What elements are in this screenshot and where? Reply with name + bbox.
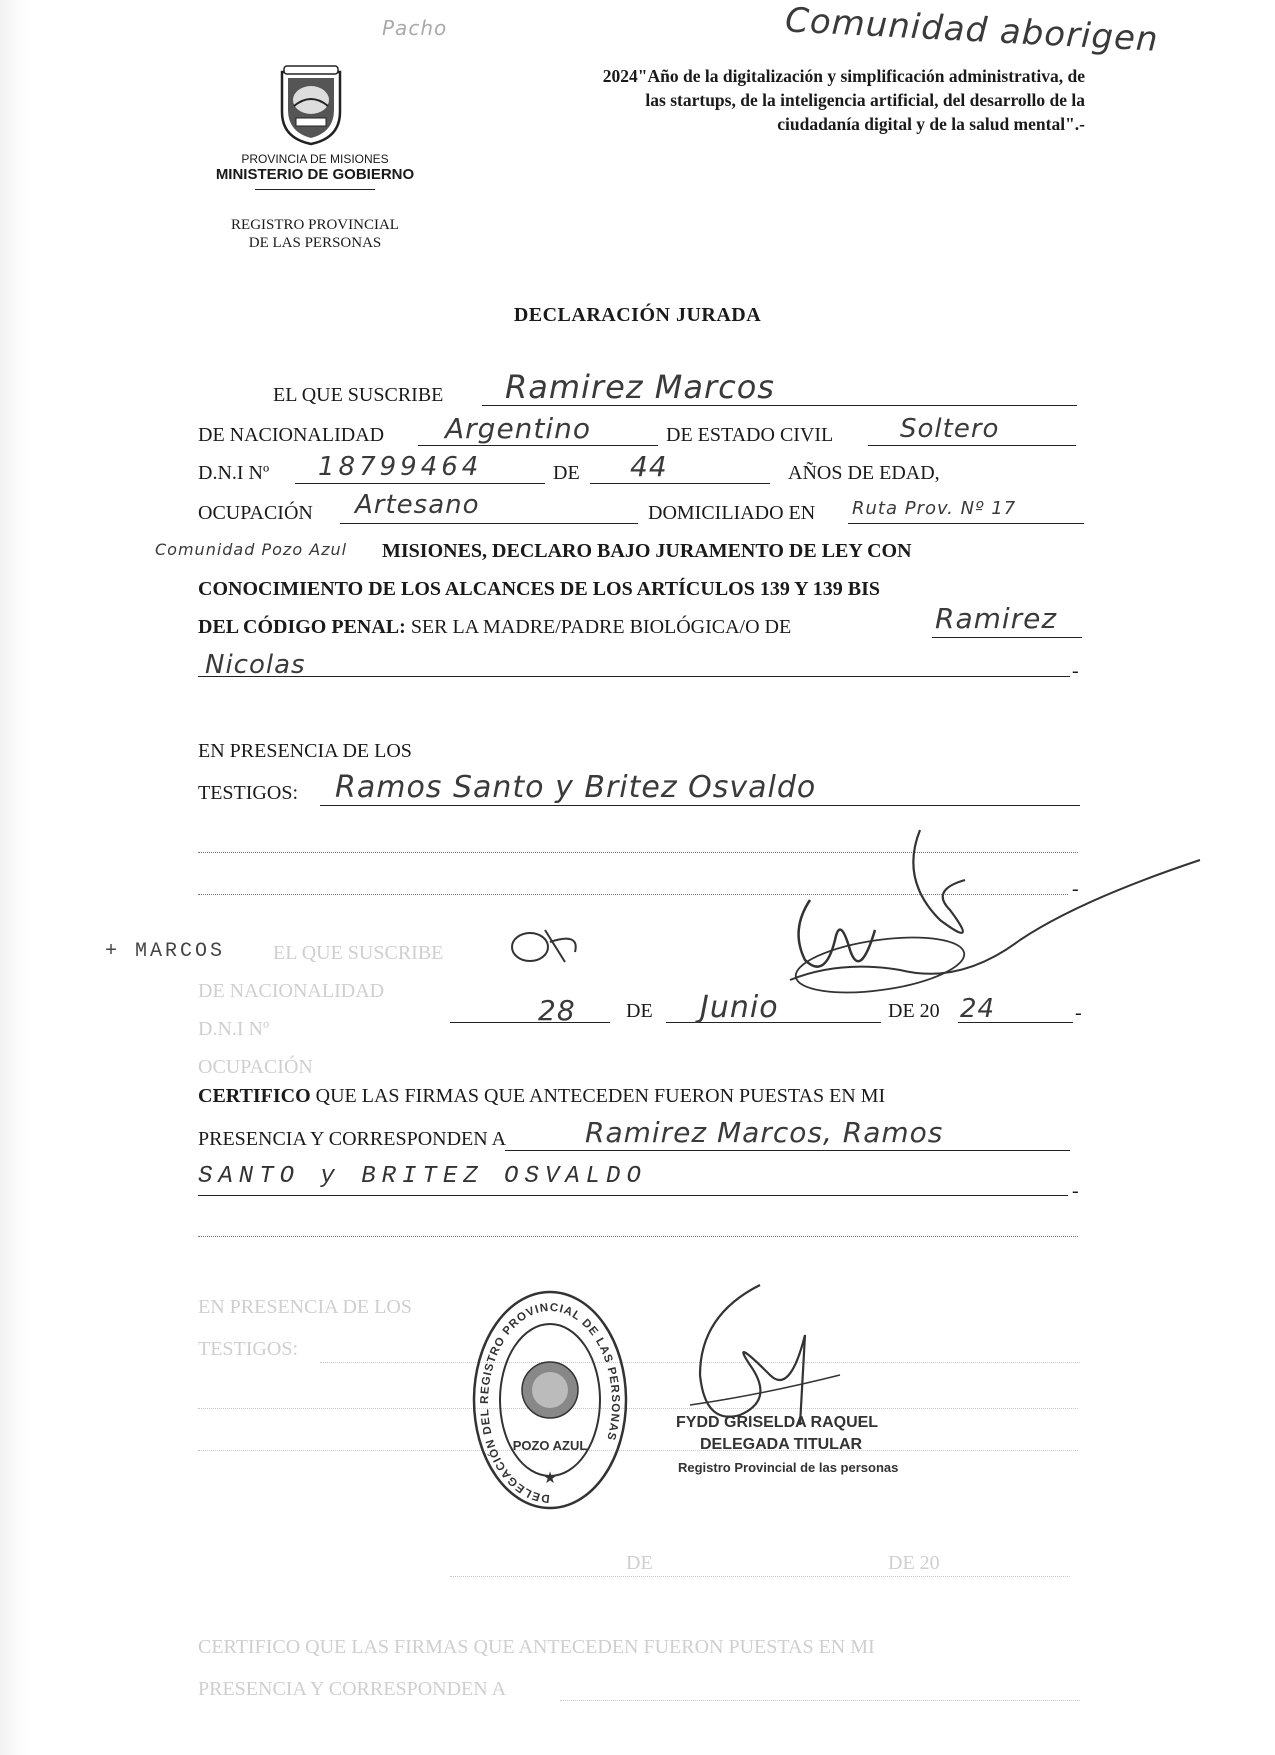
- ghost-dni: D.N.I Nº: [198, 1018, 270, 1040]
- ghost-certify: CERTIFICO QUE LAS FIRMAS QUE ANTECEDEN FUERON PUESTAS EN MI: [198, 1636, 875, 1658]
- label-biological-parent: SER LA MADRE/PADRE BIOLÓGICA/O DE: [410, 616, 792, 638]
- label-occupation: OCUPACIÓN: [198, 502, 313, 524]
- province-name: PROVINCIA DE MISIONES: [241, 152, 389, 166]
- field-witnesses: Ramos Santo y Britez Osvaldo: [335, 770, 817, 805]
- subscriber-signature: [780, 820, 1210, 1020]
- label-penal-code: DEL CÓDIGO PENAL:: [198, 616, 406, 638]
- stamp-inner-text: POZO AZUL: [512, 1438, 588, 1453]
- ghost-witness-1: EN PRESENCIA DE LOS: [198, 1296, 412, 1318]
- line-certified-2: [198, 1195, 1068, 1196]
- label-age-suffix: AÑOS DE EDAD,: [788, 462, 940, 484]
- line-occupation: [340, 523, 638, 524]
- registry-line-1: REGISTRO PROVINCIAL: [231, 217, 399, 233]
- label-certify-rest: QUE LAS FIRMAS QUE ANTECEDEN FUERON PUESTAS EN MI: [315, 1085, 886, 1107]
- official-signature: [680, 1275, 850, 1435]
- trailing-dot-2: -: [1072, 878, 1079, 900]
- year-motto: 2024"Año de la digitalización y simplificación administrativa, de las startups, de la inteligencia artificial, del desarrollo de la ciudadanía digital y de la salud mental".-: [602, 66, 1085, 134]
- line-civil-status: [868, 445, 1076, 446]
- ministry-name: MINISTERIO DE GOBIERNO: [215, 166, 415, 183]
- field-child-part2: Nicolas: [205, 650, 306, 680]
- line-dni: [295, 483, 545, 484]
- line-certified-1: [505, 1150, 1070, 1151]
- label-witness-2: TESTIGOS:: [198, 782, 298, 804]
- field-day: 28: [538, 994, 576, 1027]
- trailing-dot-3: -: [1075, 1002, 1082, 1024]
- initials-mark: [505, 922, 585, 967]
- line-domicile: [848, 523, 1084, 524]
- field-domicile: Ruta Prov. Nº 17: [852, 498, 1017, 519]
- signatory-org: Registro Provincial de las personas: [678, 1460, 899, 1475]
- line-nationality: [418, 445, 658, 446]
- field-certified-2: SANTO y BRITEZ OSVALDO: [198, 1163, 647, 1190]
- label-domicile: DOMICILIADO EN: [648, 502, 816, 524]
- label-date-de-1: DE: [626, 1000, 653, 1022]
- document-title: DECLARACIÓN JURADA: [513, 304, 762, 326]
- label-declaration-1: MISIONES, DECLARO BAJO JURAMENTO DE LEY CON: [382, 540, 912, 562]
- ghost-subscriber: EL QUE SUSCRIBE: [273, 942, 444, 964]
- field-civil-status: Soltero: [900, 414, 1000, 444]
- field-community: Comunidad Pozo Azul: [155, 540, 348, 559]
- field-occupation: Artesano: [355, 490, 480, 520]
- field-subscriber: Ramirez Marcos: [505, 368, 775, 406]
- trailing-dot-4: -: [1072, 1180, 1079, 1202]
- trailing-dot-1: -: [1072, 660, 1079, 682]
- line-certified-3: [198, 1236, 1078, 1237]
- line-child-1: [932, 637, 1082, 638]
- label-date-de-2: DE 20: [888, 1000, 940, 1022]
- field-dni: 18799464: [318, 452, 483, 482]
- field-year-suffix: 24: [960, 994, 996, 1024]
- ghost-nationality: DE NACIONALIDAD: [198, 980, 385, 1002]
- label-declaration-2: CONOCIMIENTO DE LOS ALCANCES DE LOS ARTÍCULOS 139 Y 139 BIS: [198, 578, 881, 600]
- ghost-line-certify: [560, 1700, 1080, 1701]
- label-witness-1: EN PRESENCIA DE LOS: [198, 740, 412, 762]
- province-crest-icon: [276, 62, 346, 146]
- ghost-occupation: OCUPACIÓN: [198, 1056, 313, 1078]
- registry-stamp: [470, 1285, 630, 1515]
- signatory-name: FYDD GRISELDA RAQUEL: [676, 1414, 879, 1431]
- field-certified-1: Ramirez Marcos, Ramos: [585, 1116, 944, 1149]
- field-month: Junio: [700, 990, 779, 1025]
- ghost-line-3: [198, 1450, 1078, 1451]
- label-age-of: DE: [553, 462, 580, 484]
- registry-block: [190, 216, 440, 252]
- annotation-top-center: Pacho: [382, 16, 448, 40]
- stamp-ring-text: DELEGACIÓN DEL REGISTRO PROVINCIAL DE LAS PERSONAS: [478, 1301, 622, 1505]
- label-dni: D.N.I Nº: [198, 462, 270, 484]
- page-edge-shadow: [0, 0, 30, 1755]
- label-certify-bold: CERTIFICO: [198, 1085, 311, 1107]
- ghost-line-2: [198, 1408, 1078, 1409]
- signatory-position: DELEGADA TITULAR: [700, 1436, 863, 1453]
- line-witness-1: [320, 805, 1080, 806]
- field-age: 44: [630, 450, 668, 483]
- label-declaration-3: [198, 616, 791, 639]
- label-certify-line2: PRESENCIA Y CORRESPONDEN A: [198, 1128, 507, 1150]
- label-subscriber: EL QUE SUSCRIBE: [273, 384, 444, 406]
- registry-line-2: DE LAS PERSONAS: [248, 235, 382, 251]
- stamp-star-icon: ★: [542, 1470, 558, 1487]
- annotation-top-right: Comunidad aborigen: [784, 0, 1160, 60]
- line-child-2: [198, 676, 1070, 677]
- ghost-witness-2: TESTIGOS:: [198, 1338, 298, 1360]
- label-nationality: DE NACIONALIDAD: [198, 424, 385, 446]
- field-nationality: Argentino: [445, 412, 592, 445]
- ghost-de-2: DE 20: [888, 1552, 940, 1574]
- ministry-block: [195, 152, 435, 190]
- line-day: [450, 1022, 610, 1023]
- label-certify: [198, 1085, 885, 1108]
- ghost-de-1: DE: [626, 1552, 653, 1574]
- field-side-note: + MARCOS: [105, 940, 226, 963]
- label-civil-status: DE ESTADO CIVIL: [666, 424, 834, 446]
- ghost-certify-2: PRESENCIA Y CORRESPONDEN A: [198, 1678, 507, 1700]
- line-age: [590, 483, 770, 484]
- ministry-rule: [255, 189, 375, 190]
- ghost-line-date: [450, 1576, 1070, 1577]
- field-child-part1: Ramirez: [935, 602, 1058, 635]
